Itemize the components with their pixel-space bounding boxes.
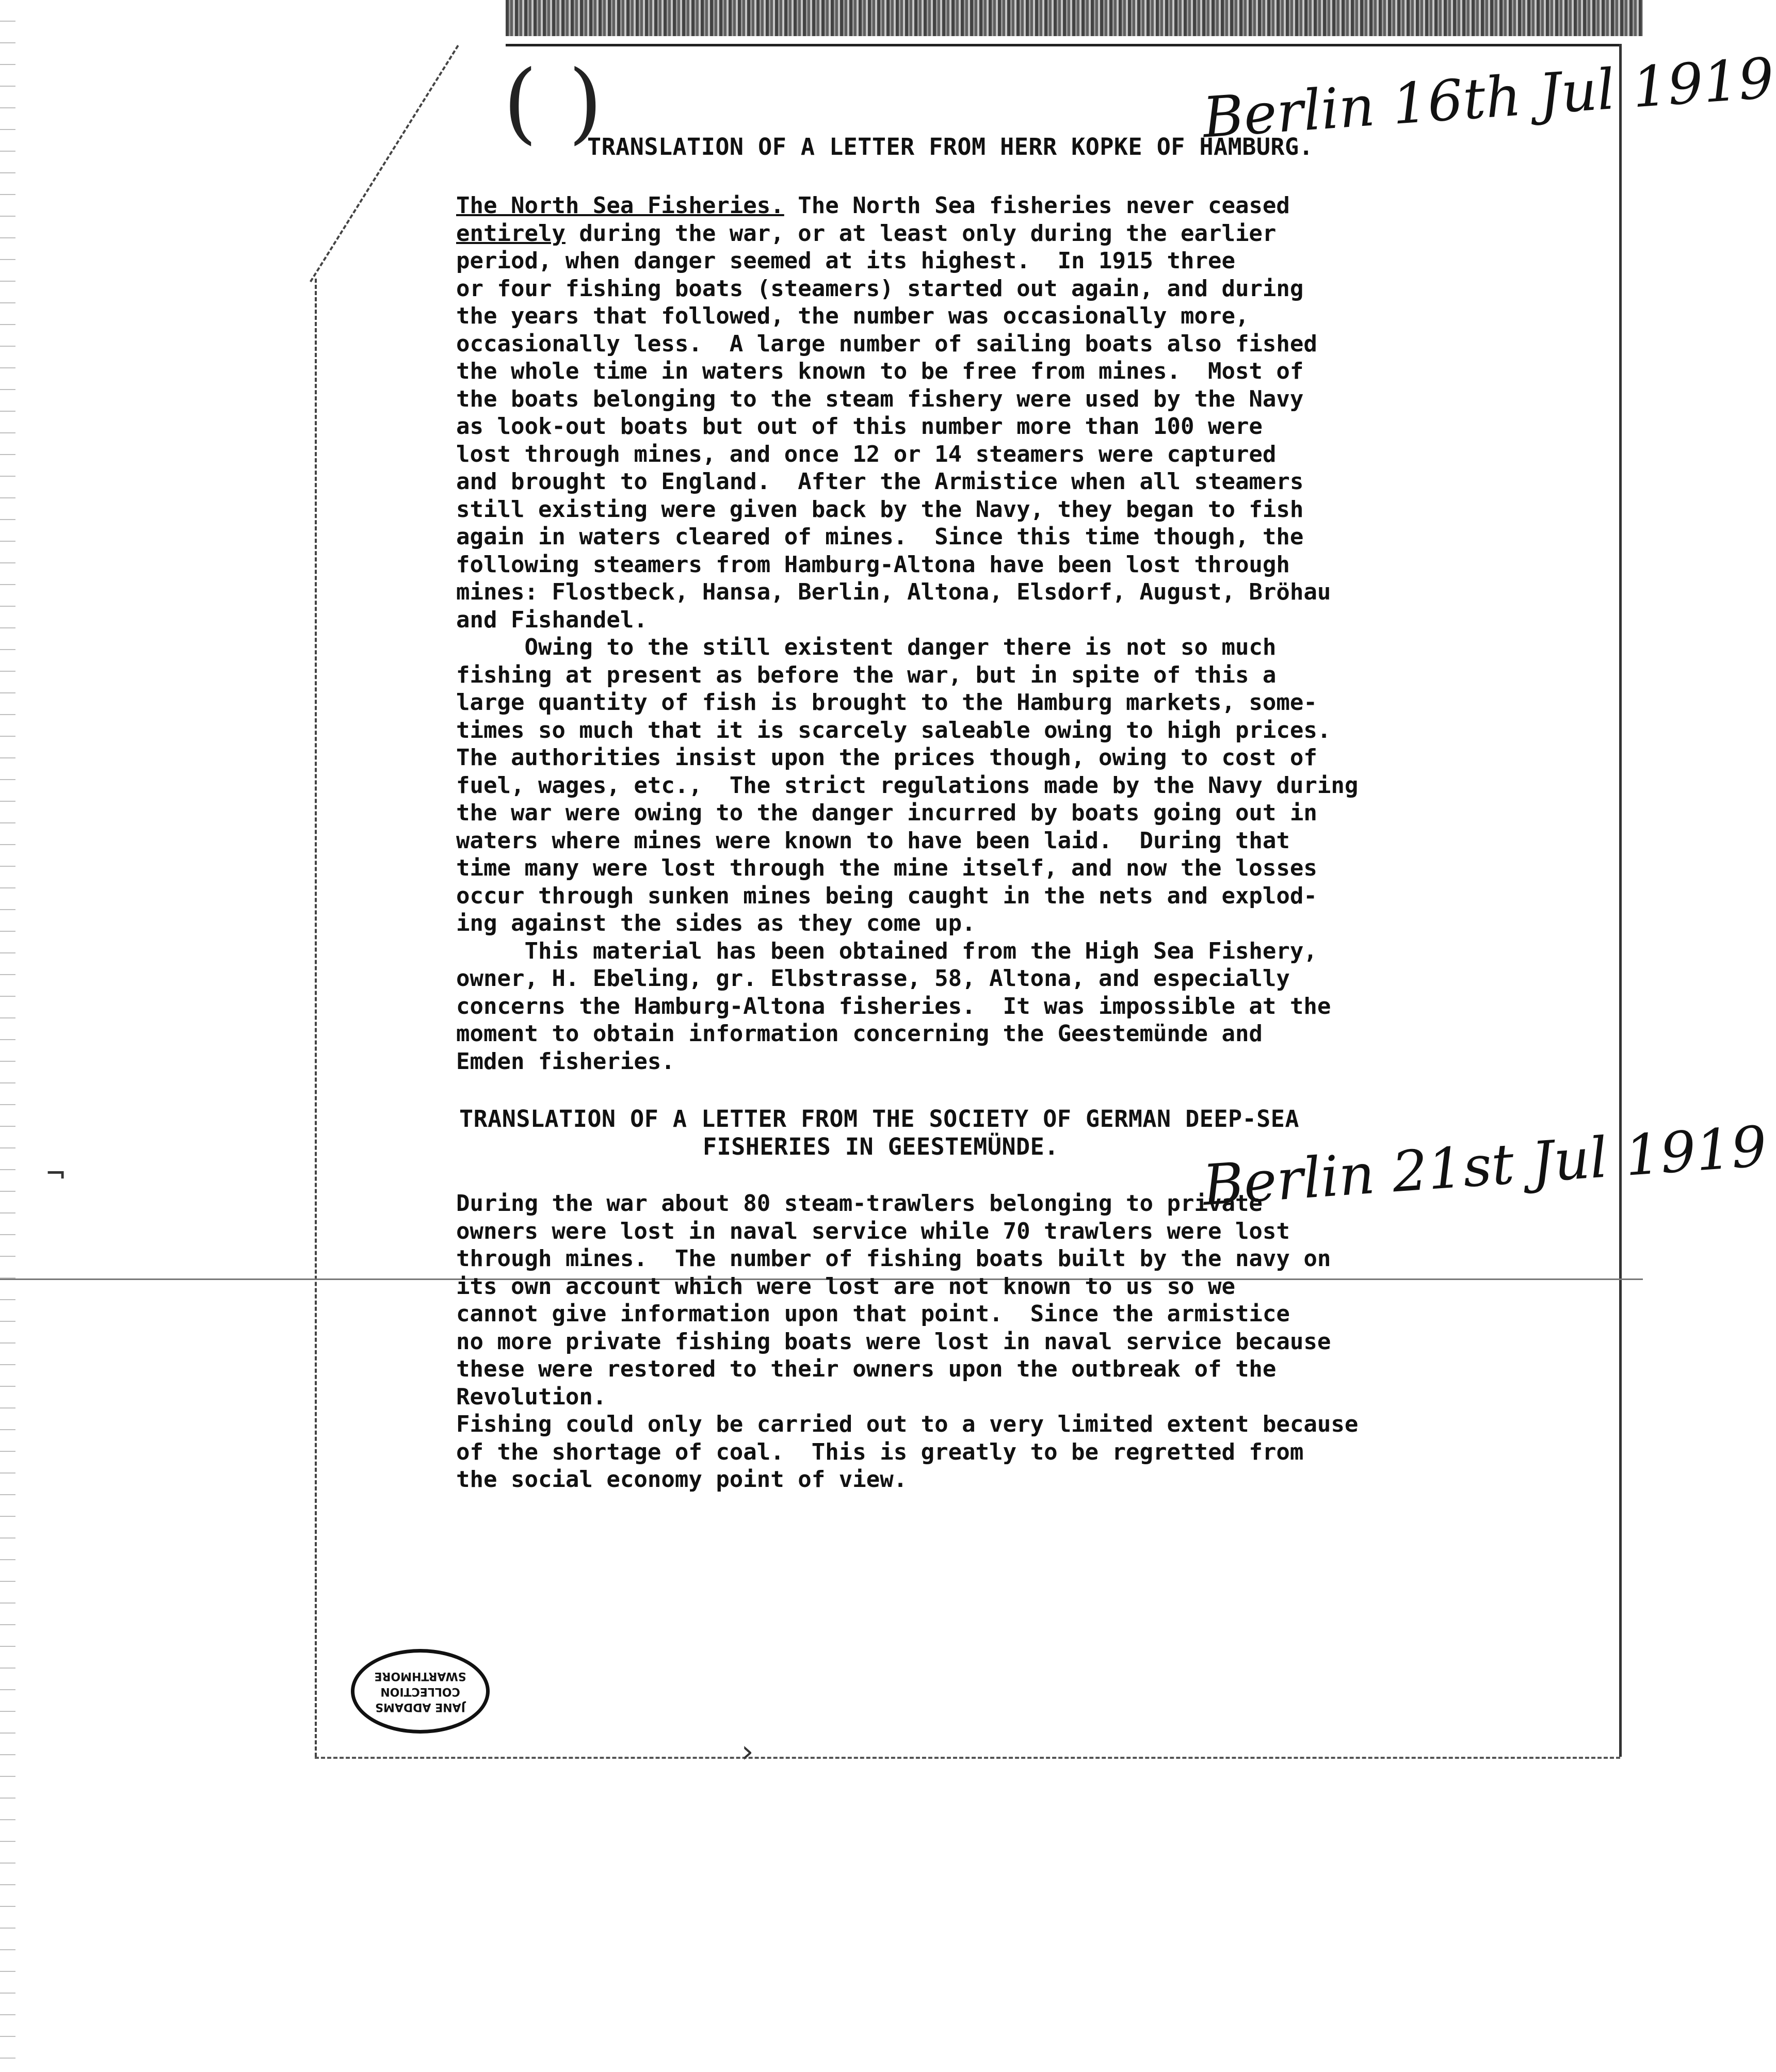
text-line: the years that followed, the number was occasionally more, [456, 303, 1249, 329]
text-line: its own account which were lost are not known to us so we [456, 1273, 1235, 1300]
sheet-diagonal-edge [310, 45, 459, 282]
letter1-body [456, 192, 1565, 1075]
scan-speckle-left [0, 0, 15, 2072]
text-line: owners were lost in naval service while 70 trawlers were lost [456, 1218, 1290, 1244]
letter1-title: TRANSLATION OF A LETTER FROM HERR KOPKE OF HAMBURG. [587, 133, 1314, 160]
text-line: This material has been obtained from the High Sea Fishery, [456, 937, 1317, 964]
collection-stamp [351, 1649, 490, 1734]
underlined-word: entirely [456, 220, 566, 247]
stamp-line-1: JANE ADDAMS [375, 1701, 465, 1713]
text-line: mines: Flostbeck, Hansa, Berlin, Altona, Elsdorf, August, Bröhau [456, 579, 1331, 605]
text-line: cannot give information upon that point. Since the armistice [456, 1301, 1290, 1327]
text-line: times so much that it is scarcely saleable owing to high prices. [456, 717, 1331, 743]
text-line: and brought to England. After the Armistice when all steamers [456, 468, 1304, 495]
text-line: these were restored to their owners upon the outbreak of the [456, 1356, 1277, 1382]
paren-mark: () [503, 52, 634, 154]
text-line: fuel, wages, etc., The strict regulations made by the Navy during [456, 772, 1359, 799]
text-line: Fishing could only be carried out to a very limited extent because [456, 1411, 1359, 1437]
text-line: The North Sea fisheries never ceased [784, 192, 1290, 219]
text-line: occur through sunken mines being caught in the nets and explod- [456, 882, 1317, 909]
text-line: following steamers from Hamburg-Altona have been lost through [456, 551, 1290, 578]
text-line: concerns the Hamburg-Altona fisheries. It was impossible at the [456, 993, 1331, 1019]
text-line: period, when danger seemed at its highest. In 1915 three [456, 248, 1235, 274]
section-heading: The North Sea Fisheries. [456, 192, 784, 219]
letter2-title-line1: TRANSLATION OF A LETTER FROM THE SOCIETY OF GERMAN DEEP-SEA [459, 1105, 1299, 1132]
text-line: the social economy point of view. [456, 1466, 908, 1493]
stamp-line-2: COLLECTION [380, 1685, 460, 1698]
text-line: owner, H. Ebeling, gr. Elbstrasse, 58, Altona, and especially [456, 965, 1290, 992]
text-line: and Fishandel. [456, 606, 648, 633]
text-line: through mines. The number of fishing boats built by the navy on [456, 1245, 1331, 1272]
text-line: Owing to the still existent danger there is not so much [456, 634, 1277, 660]
stamp-line-3: SWARTHMORE [374, 1670, 466, 1682]
text-line: the war were owing to the danger incurred by boats going out in [456, 800, 1317, 826]
text-line: the whole time in waters known to be free from mines. Most of [456, 358, 1304, 384]
text-line: time many were lost through the mine itself, and now the losses [456, 855, 1317, 881]
signature-date-2: Berlin 21st Jul 1919 [1200, 1114, 1769, 1219]
fold-tick-mark: ¬ [46, 1156, 66, 1192]
text-line: as look-out boats but out of this number more than 100 were [456, 413, 1263, 440]
text-line: still existing were given back by the Navy, they began to fish [456, 496, 1304, 523]
scan-border-top [506, 0, 1643, 36]
text-line: occasionally less. A large number of sailing boats also fished [456, 330, 1317, 357]
text-line: large quantity of fish is brought to the Hamburg markets, some- [456, 689, 1317, 716]
margin-caret-mark: › [738, 1734, 757, 1770]
sheet-edge-bottom [315, 1757, 1620, 1759]
sheet-edge-left [315, 279, 317, 1757]
text-line: of the shortage of coal. This is greatly to be regretted from [456, 1438, 1304, 1465]
text-line: During the war about 80 steam-trawlers belonging to private [456, 1190, 1263, 1217]
sheet-edge-right [1619, 44, 1622, 1757]
text-line: fishing at present as before the war, but in spite of this a [456, 661, 1277, 688]
text-line: The authorities insist upon the prices though, owing to cost of [456, 744, 1317, 771]
text-line: no more private fishing boats were lost in naval service because [456, 1328, 1331, 1355]
text-line: ing against the sides as they come up. [456, 910, 976, 936]
letter2-title-line2: FISHERIES IN GEESTEMÜNDE. [703, 1133, 1059, 1160]
signature-date-1: Berlin 16th Jul 1919 [1200, 46, 1776, 151]
text-line: moment to obtain information concerning the Geestemünde and [456, 1021, 1263, 1047]
text-line: during the war, or at least only during the earlier [565, 220, 1277, 247]
text-line: again in waters cleared of mines. Since this time though, the [456, 524, 1304, 550]
text-line: or four fishing boats (steamers) started out again, and during [456, 275, 1304, 302]
text-line: Emden fisheries. [456, 1048, 675, 1075]
sheet-edge-top [506, 44, 1620, 46]
text-line: lost through mines, and once 12 or 14 steamers were captured [456, 441, 1277, 467]
text-line: waters where mines were known to have been laid. During that [456, 827, 1290, 854]
letter2-body [456, 1190, 1565, 1494]
text-line: Revolution. [456, 1383, 607, 1410]
text-line: the boats belonging to the steam fishery were used by the Navy [456, 385, 1304, 412]
